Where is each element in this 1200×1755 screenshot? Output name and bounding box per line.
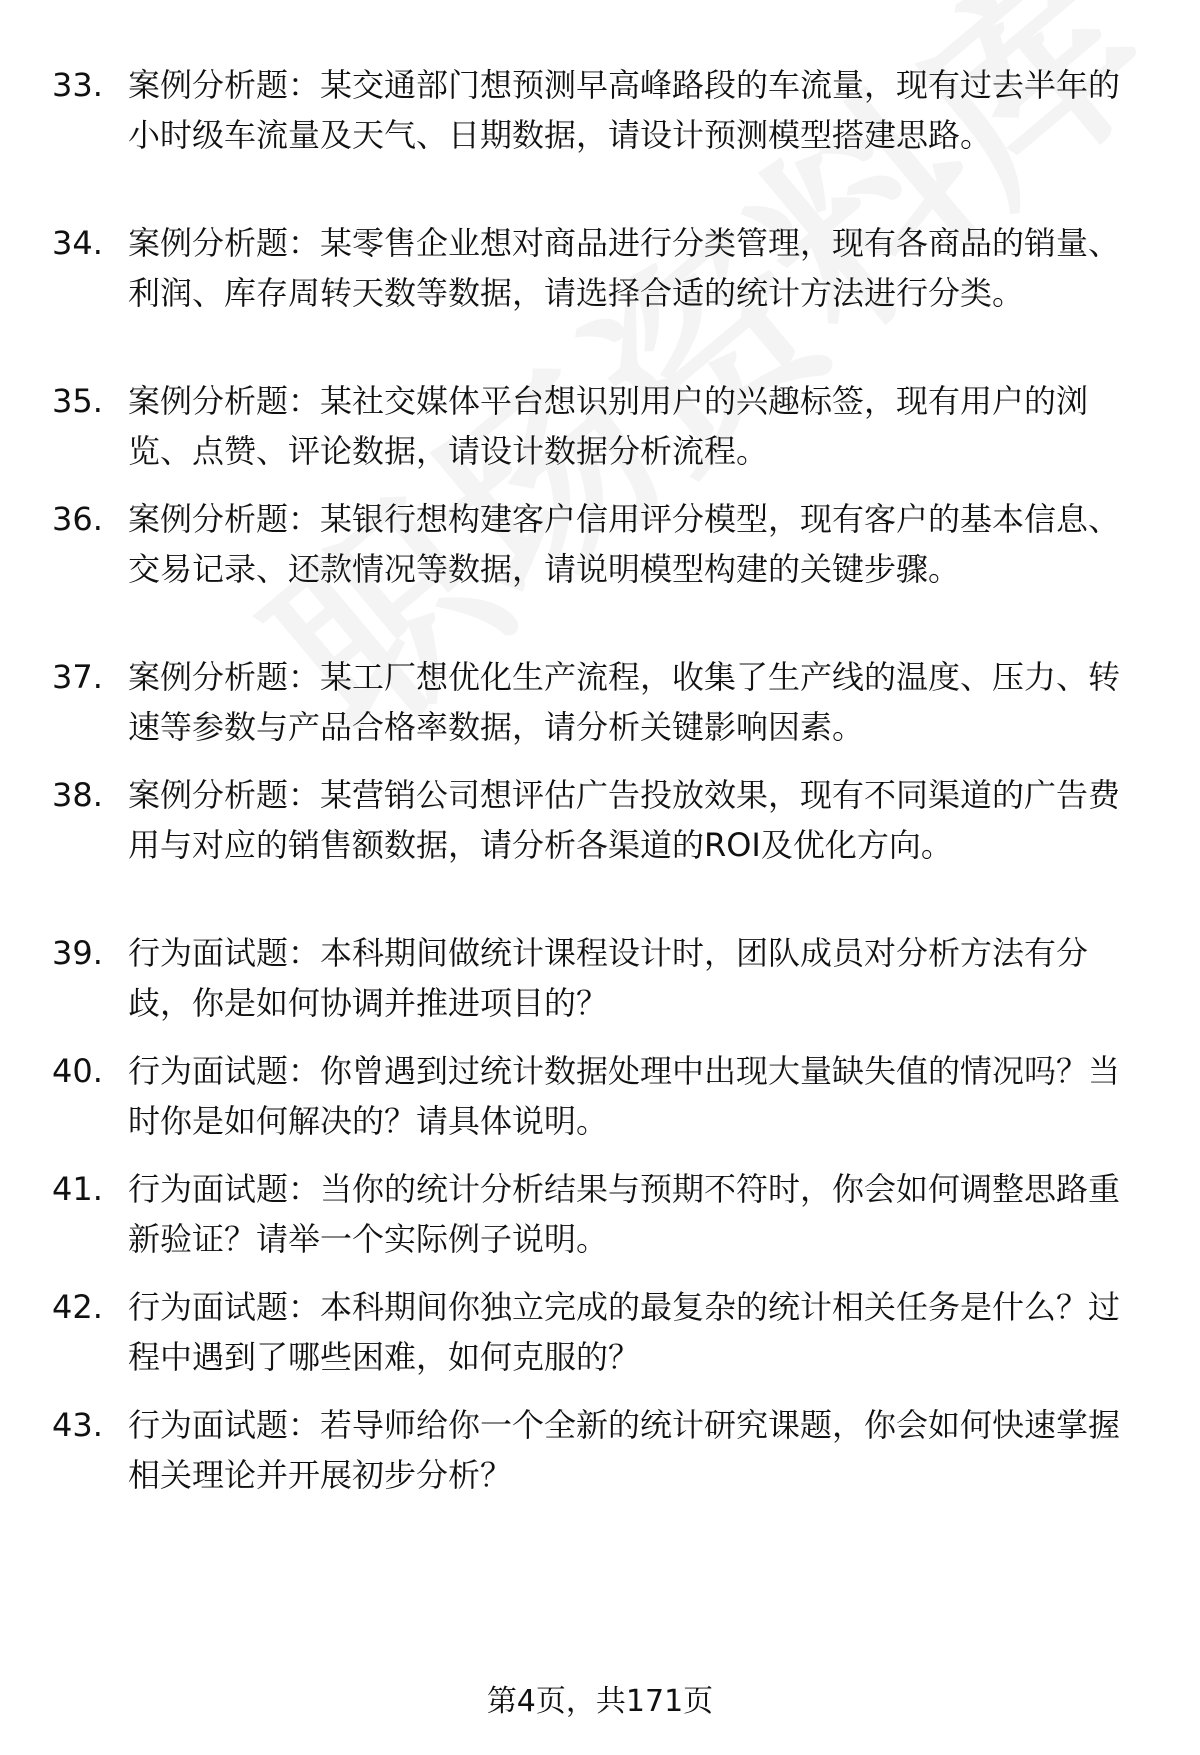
- question-number: 43.: [52, 1406, 103, 1444]
- question-number: 39.: [52, 934, 103, 972]
- question-text: 案例分析题：某营销公司想评估广告投放效果，现有不同渠道的广告费用与对应的销售额数据，请分析各渠道的ROI及优化方向。: [128, 776, 1121, 864]
- question-number: 42.: [52, 1288, 103, 1326]
- question-number: 37.: [52, 658, 103, 696]
- question-text: 行为面试题：若导师给你一个全新的统计研究课题，你会如何快速掌握相关理论并开展初步分析？: [128, 1406, 1121, 1494]
- question-text: 案例分析题：某社交媒体平台想识别用户的兴趣标签，现有用户的浏览、点赞、评论数据，请设计数据分析流程。: [128, 382, 1089, 470]
- question-number: 40.: [52, 1052, 103, 1090]
- question-text: 行为面试题：本科期间你独立完成的最复杂的统计相关任务是什么？过程中遇到了哪些困难，如何克服的？: [128, 1288, 1121, 1376]
- page-footer: 第4页，共171页: [486, 1684, 714, 1719]
- question-text: 行为面试题：当你的统计分析结果与预期不符时，你会如何调整思路重新验证？请举一个实际例子说明。: [128, 1170, 1121, 1258]
- question-text: 案例分析题：某交通部门想预测早高峰路段的车流量，现有过去半年的小时级车流量及天气、日期数据，请设计预测模型搭建思路。: [128, 66, 1121, 154]
- question-text: 行为面试题：本科期间做统计课程设计时，团队成员对分析方法有分歧，你是如何协调并推进项目的？: [128, 934, 1089, 1022]
- question-text: 案例分析题：某工厂想优化生产流程，收集了生产线的温度、压力、转速等参数与产品合格率数据，请分析关键影响因素。: [128, 658, 1121, 746]
- question-number: 41.: [52, 1170, 103, 1208]
- question-text: 行为面试题：你曾遇到过统计数据处理中出现大量缺失值的情况吗？当时你是如何解决的？请具体说明。: [128, 1052, 1121, 1140]
- question-number: 36.: [52, 500, 103, 538]
- question-text: 案例分析题：某银行想构建客户信用评分模型，现有客户的基本信息、交易记录、还款情况等数据，请说明模型构建的关键步骤。: [128, 500, 1121, 588]
- question-number: 33.: [52, 66, 103, 104]
- question-number: 38.: [52, 776, 103, 814]
- question-number: 34.: [52, 224, 103, 262]
- question-number: 35.: [52, 382, 103, 420]
- question-text: 案例分析题：某零售企业想对商品进行分类管理，现有各商品的销量、利润、库存周转天数等数据，请选择合适的统计方法进行分类。: [128, 224, 1121, 312]
